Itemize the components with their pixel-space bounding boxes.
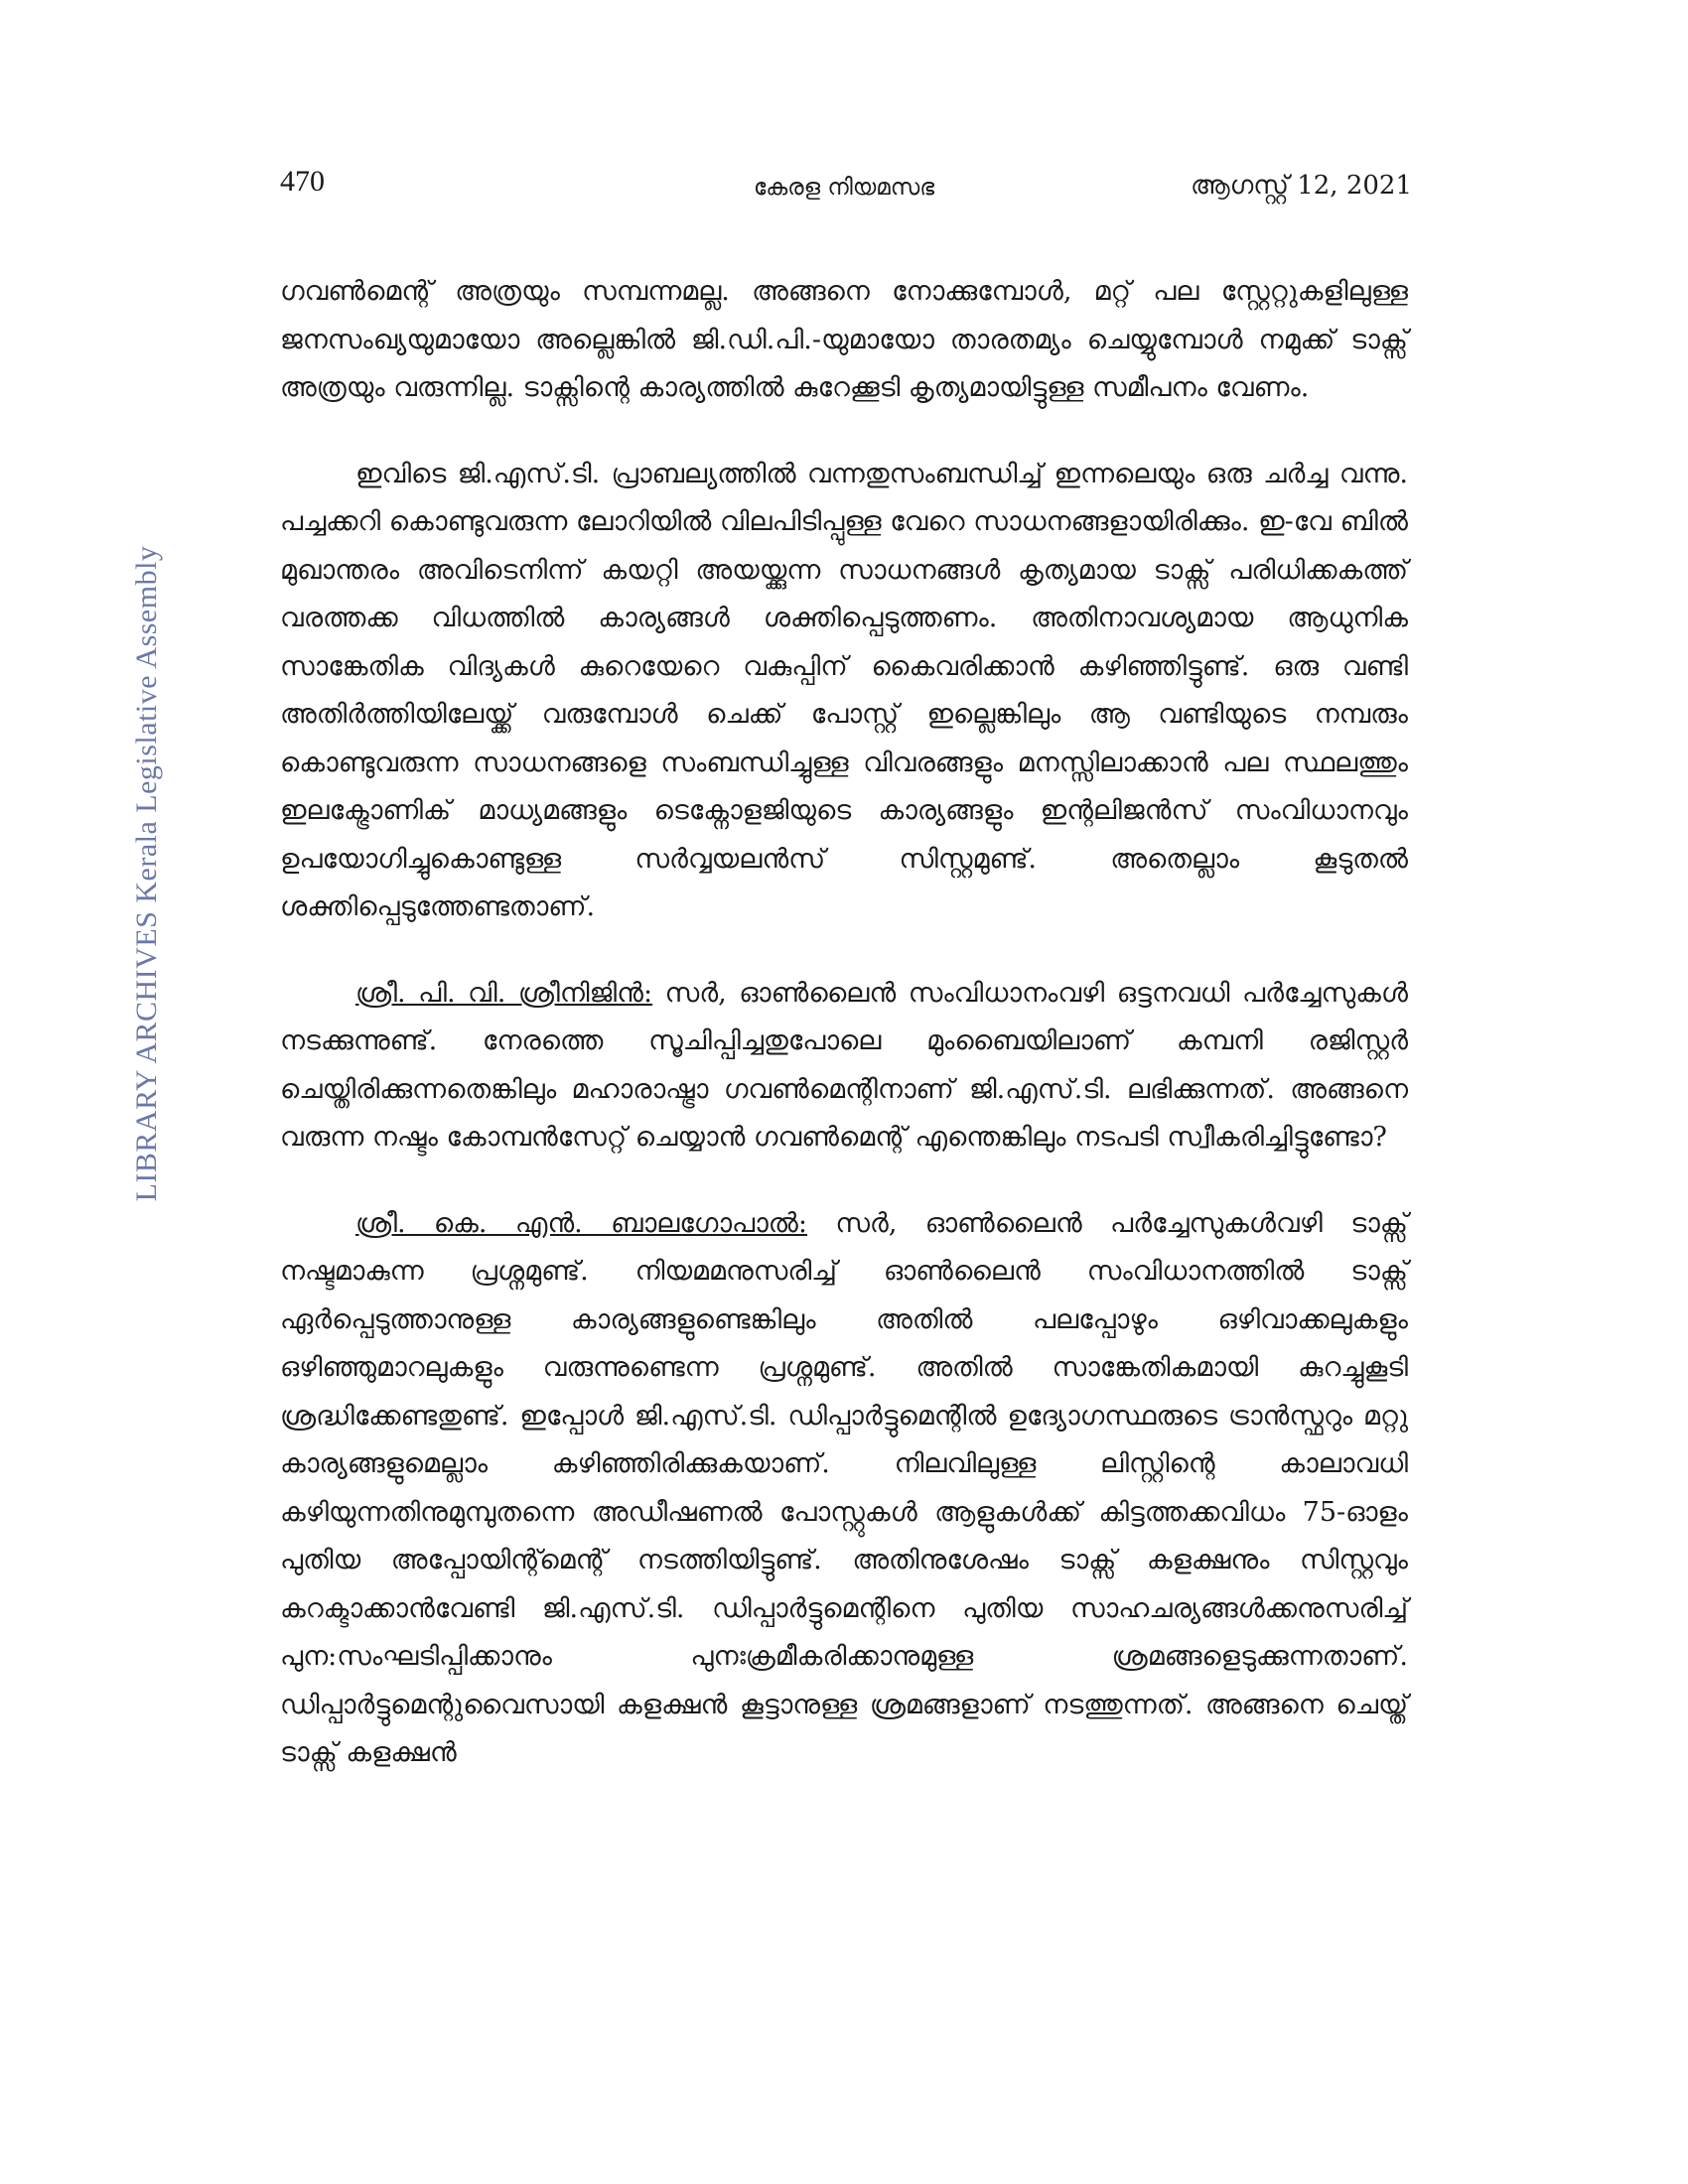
side-watermark: LIBRARY ARCHIVES Kerala Legislative Assembly xyxy=(130,545,163,1202)
paragraph-text: സർ, ഓൺലൈൻ പർച്ചേസുകൾവഴി ടാക്സ് നഷ്ടമാകുന്ന പ്രശ്നമുണ്ട്. നിയമമനുസരിച്ച് ഓൺലൈൻ സംവിധാനത്തിൽ ടാക്സ് ഏർപ്പെടുത്താനുള്ള കാര്യങ്ങളുണ്ടെങ്കിലും അതിൽ പലപ്പോഴും ഒഴിവാക്കലുകളും ഒഴിഞ്ഞുമാറലുകളും വരുന്നുണ്ടെന്ന പ്രശ്നമുണ്ട്. അതിൽ സാങ്കേതികമായി കുറച്ചുകൂടി ശ്രദ്ധിക്കേണ്ടതുണ്ട്. ഇപ്പോൾ ജി.എസ്.ടി. ഡിപ്പാർട്ടുമെന്റിൽ ഉദ്യോഗസ്ഥരുടെ ട്രാൻസ്ഫറും മറ്റു കാര്യങ്ങളുമെല്ലാം കഴിഞ്ഞിരിക്കുകയാണ്. നിലവിലുള്ള ലിസ്റ്റിന്റെ കാലാവധി കഴിയുന്നതിനുമുമ്പുതന്നെ അഡീഷണൽ പോസ്റ്റുകൾ ആളുകൾക്ക് കിട്ടത്തക്കവിധം 75-ഓളം പുതിയ അപ്പോയിന്റ്മെന്റ് നടത്തിയിട്ടുണ്ട്. അതിനുശേഷം ടാക്സ് കളക്ഷനും സിസ്റ്റവും കറക്ടാക്കാൻവേണ്ടി ജി.എസ്.ടി. ഡിപ്പാർട്ടുമെന്റിനെ പുതിയ സാഹചര്യങ്ങൾക്കനുസരിച്ച് പുന:സംഘടിപ്പിക്കാനും പുനഃക്രമീകരിക്കാനുമുള്ള ശ്രമങ്ങളെടുക്കുന്നതാണ്. ഡിപ്പാർട്ടുമെന്റുവൈസായി കളക്ഷൻ കൂട്ടാനുള്ള ശ്രമങ്ങളാണ് നടത്തുന്നത്. അങ്ങനെ ചെയ്ത് ടാക്സ് കളക്ഷൻ xyxy=(280,1207,1408,1768)
paragraph-2 xyxy=(280,451,1408,932)
speaker-name: ശ്രീ. പി. വി. ശ്രീനിജിൻ: xyxy=(355,977,653,1009)
paragraph-4 xyxy=(280,1200,1408,1778)
paragraph-3 xyxy=(280,970,1408,1162)
page-number: 470 xyxy=(280,165,325,198)
paragraph-text: സർ, ഓൺലൈൻ സംവിധാനംവഴി ഒട്ടനവധി പർച്ചേസുകൾ നടക്കുന്നുണ്ട്. നേരത്തെ സൂചിപ്പിച്ചതുപോലെ മുംബൈയിലാണ് കമ്പനി രജിസ്റ്റർ ചെയ്തിരിക്കുന്നതെങ്കിലും മഹാരാഷ്ട്രാ ഗവൺമെന്റിനാണ് ജി.എസ്.ടി. ലഭിക്കുന്നത്. അങ്ങനെ വരുന്ന നഷ്ടം കോമ്പൻസേറ്റ് ചെയ്യാൻ ഗവൺമെന്റ് എന്തെങ്കിലും നടപടി സ്വീകരിച്ചിട്ടുണ്ടോ? xyxy=(280,977,1408,1153)
paragraph-1 xyxy=(280,268,1408,413)
paragraph-text: ഗവൺമെന്റ് അത്രയും സമ്പന്നമല്ല. അങ്ങനെ നോക്കുമ്പോൾ, മറ്റ് പല സ്റ്റേറ്റുകളിലുള്ള ജനസംഖ്യയുമായോ അല്ലെങ്കിൽ ജി.ഡി.പി.-യുമായോ താരതമ്യം ചെയ്യുമ്പോൾ നമുക്ക് ടാക്സ് അത്രയും വരുന്നില്ല. ടാക്സിന്റെ കാര്യത്തിൽ കുറേക്കൂടി കൃത്യമായിട്ടുള്ള സമീപനം വേണം. xyxy=(280,276,1408,403)
page-title: കേരള നിയമസഭ xyxy=(753,175,935,201)
content xyxy=(280,268,1408,1816)
page-date: ആഗസ്റ്റ് 12, 2021 xyxy=(1191,171,1412,201)
paragraph-text: ഇവിടെ ജി.എസ്.ടി. പ്രാബല്യത്തിൽ വന്നതുസംബന്ധിച്ച് ഇന്നലെയും ഒരു ചർച്ച വന്നു. പച്ചക്കറി കൊണ്ടുവരുന്ന ലോറിയിൽ വിലപിടിപ്പുള്ള വേറെ സാധനങ്ങളായിരിക്കും. ഇ-വേ ബിൽ മുഖാന്തരം അവിടെനിന്ന് കയറ്റി അയയ്ക്കുന്ന സാധനങ്ങൾ കൃത്യമായ ടാക്സ് പരിധിക്കകത്ത് വരത്തക്ക വിധത്തിൽ കാര്യങ്ങൾ ശക്തിപ്പെടുത്തണം. അതിനാവശ്യമായ ആധുനിക സാങ്കേതിക വിദ്യകൾ കുറെയേറെ വകുപ്പിന് കൈവരിക്കാൻ കഴിഞ്ഞിട്ടുണ്ട്. ഒരു വണ്ടി അതിർത്തിയിലേയ്ക്ക് വരുമ്പോൾ ചെക്ക് പോസ്റ്റ് ഇല്ലെങ്കിലും ആ വണ്ടിയുടെ നമ്പരും കൊണ്ടുവരുന്ന സാധനങ്ങളെ സംബന്ധിച്ചുള്ള വിവരങ്ങളും മനസ്സിലാക്കാൻ പല സ്ഥലത്തും ഇലക്ട്രോണിക് മാധ്യമങ്ങളും ടെക്നോളജിയുടെ കാര്യങ്ങളും ഇന്റലിജൻസ് സംവിധാനവും ഉപയോഗിച്ചുകൊണ്ടുള്ള സർവ്വയലൻസ് സിസ്റ്റമുണ്ട്. അതെല്ലാം കൂടുതൽ ശക്തിപ്പെടുത്തേണ്ടതാണ്. xyxy=(280,458,1408,922)
speaker-name: ശ്രീ. കെ. എൻ. ബാലഗോപാൽ: xyxy=(355,1207,807,1239)
